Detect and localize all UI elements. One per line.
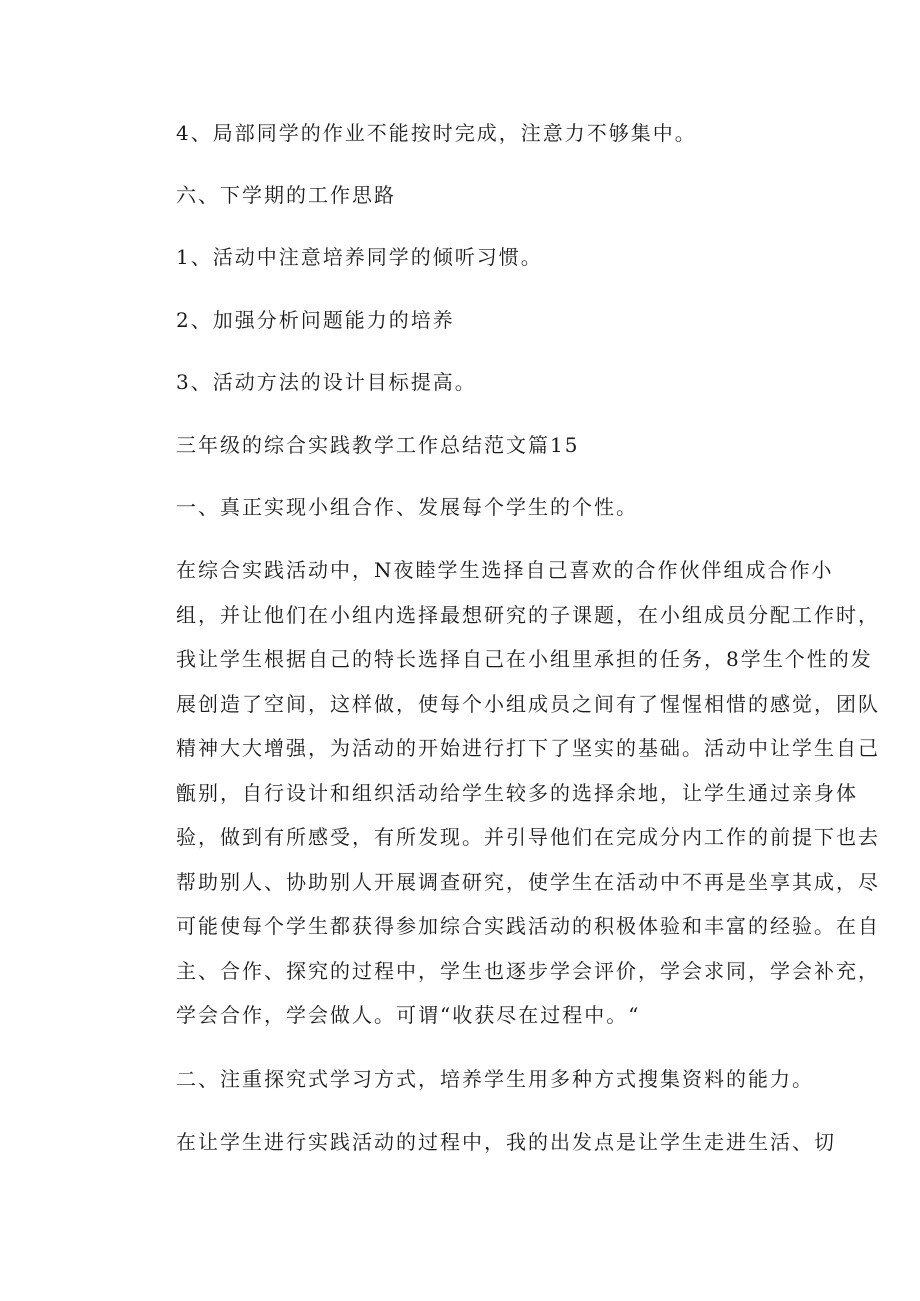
- paragraph-line: 我让学生根据自己的特长选择自己在小组里承担的任务，8学生个性的发: [176, 647, 873, 671]
- paragraph-line: 组，并让他们在小组内选择最想研究的子课题，在小组成员分配工作时，: [176, 603, 880, 627]
- paragraph-line: 精神大大增强，为活动的开始进行打下了坚实的基础。活动中让学生自己: [176, 736, 880, 760]
- section-heading-6: 六、下学期的工作思路: [176, 183, 396, 207]
- list-item-2: 2、加强分析问题能力的培养: [176, 308, 455, 332]
- paragraph-line: 主、合作、探究的过程中，学生也逐步学会评价，学会求同，学会补充，: [176, 959, 880, 983]
- paragraph-line: 帮助别人、协助别人开展调查研究，使学生在活动中不再是坐享其成，尽: [176, 870, 880, 894]
- section-heading-1: 一、真正实现小组合作、发展每个学生的个性。: [176, 495, 638, 519]
- paragraph-line: 在综合实践活动中，N夜睦学生选择自己喜欢的合作伙伴组成合作小: [176, 558, 834, 582]
- article-title: 三年级的综合实践教学工作总结范文篇15: [176, 433, 580, 457]
- paragraph-line: 可能使每个学生都获得参加综合实践活动的积极体验和丰富的经验。在自: [176, 914, 880, 938]
- paragraph-line: 学会合作，学会做人。可谓“收获尽在过程中。“: [176, 1003, 641, 1027]
- section-heading-2: 二、注重探究式学习方式，培养学生用多种方式搜集资料的能力。: [176, 1067, 814, 1091]
- list-item-3: 3、活动方法的设计目标提高。: [176, 370, 477, 394]
- paragraph-line: 在让学生进行实践活动的过程中，我的出发点是让学生走进生活、切: [176, 1130, 836, 1154]
- paragraph-line: 展创造了空间，这样做，使每个小组成员之间有了惺惺相惜的感觉，团队: [176, 692, 880, 716]
- paragraph-line: 甑别，自行设计和组织活动给学生较多的选择余地，让学生通过亲身体: [176, 781, 858, 805]
- list-item-1: 1、活动中注意培养同学的倾听习惯。: [176, 245, 543, 269]
- paragraph-line: 验，做到有所感受，有所发现。并引导他们在完成分内工作的前提下也去: [176, 825, 880, 849]
- list-item-4: 4、局部同学的作业不能按时完成，注意力不够集中。: [176, 121, 697, 145]
